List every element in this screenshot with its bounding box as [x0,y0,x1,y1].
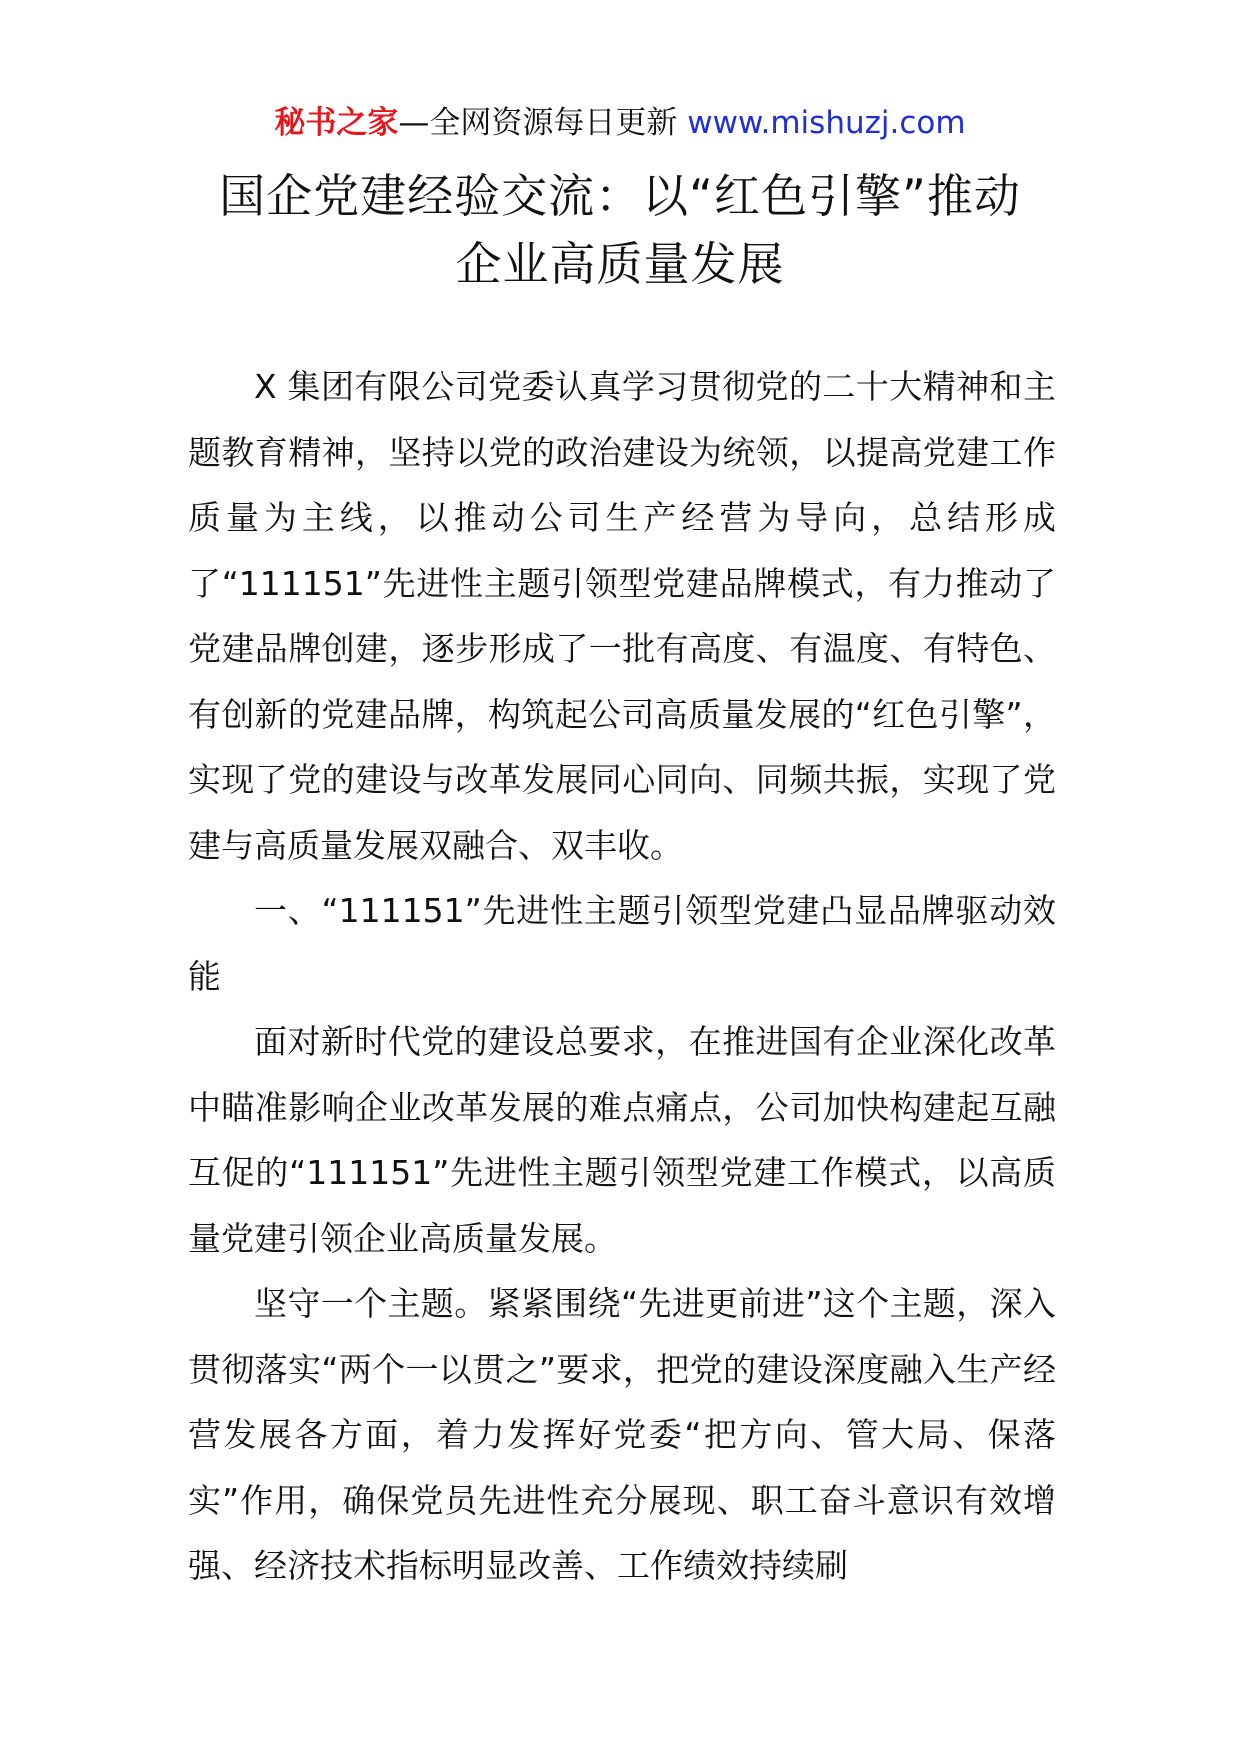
document-body [188,354,1056,1599]
site-tagline: —全网资源每日更新 [398,105,678,141]
section-heading-1: 一、“111151”先进性主题引领型党建凸显品牌驱动效能 [188,891,1056,996]
site-brand: 秘书之家 [274,105,399,141]
document-title [100,162,1140,298]
title-line-2: 企业高质量发展 [455,237,785,291]
site-url[interactable]: www.mishuzj.com [687,105,966,141]
body-paragraph-3: 坚守一个主题。紧紧围绕“先进更前进”这个主题，深入贯彻落实“两个一以贯之”要求，把党的建设深度融入生产经营发展各方面，着力发挥好党委“把方向、管大局、保落实”作用，确保党员先进性充分展现、职工奋斗意识有效增强、经济技术指标明显改善、工作绩效持续刷 [188,1284,1056,1585]
body-paragraph-2: 面对新时代党的建设总要求，在推进国有企业深化改革中瞄准影响企业改革发展的难点痛点，公司加快构建起互融互促的“111151”先进性主题引领型党建工作模式，以高质量党建引领企业高质量发展。 [188,1022,1056,1258]
title-line-1: 国企党建经验交流：以“红色引擎”推动 [219,169,1021,223]
body-paragraph-1: X 集团有限公司党委认真学习贯彻党的二十大精神和主题教育精神，坚持以党的政治建设为统领，以提高党建工作质量为主线，以推动公司生产经营为导向，总结形成了“111151”先进性主题引领型党建品牌模式，有力推动了党建品牌创建，逐步形成了一批有高度、有温度、有特色、有创新的党建品牌，构筑起公司高质量发展的“红色引擎”，实现了党的建设与改革发展同心同向、同频共振，实现了党建与高质量发展双融合、双丰收。 [188,367,1056,865]
site-header [0,100,1240,146]
